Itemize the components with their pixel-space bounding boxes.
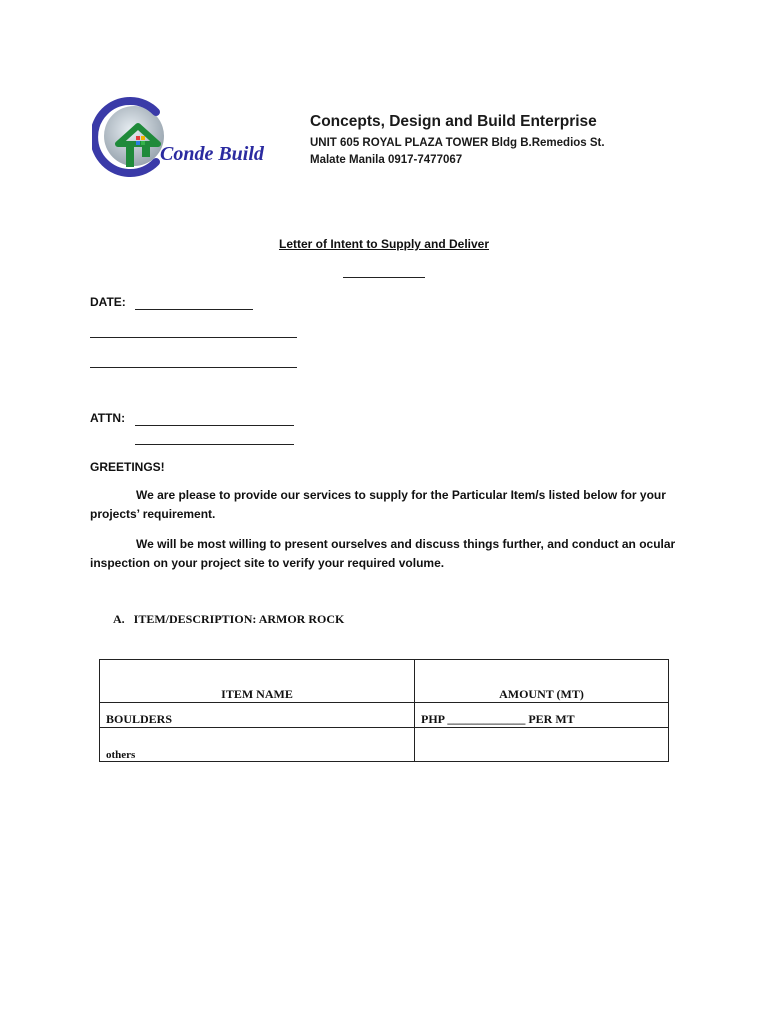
logo-wordmark: Conde Build	[160, 143, 264, 165]
paragraph-2: We will be most willing to present ourselves and discuss things further, and conduct an ocular inspection on your project site to verify your required volume.	[90, 537, 676, 570]
address-line-1: UNIT 605 ROYAL PLAZA TOWER Bldg B.Remedios St.	[310, 137, 605, 149]
recipient-blank-1	[90, 337, 297, 338]
header-item-name: ITEM NAME	[100, 660, 415, 703]
section-a-heading: A. ITEM/DESCRIPTION: ARMOR ROCK	[113, 612, 345, 626]
cell-item: others	[100, 728, 415, 762]
date-label: DATE:	[90, 295, 126, 309]
attn-label: ATTN:	[90, 411, 126, 425]
date-blank	[135, 309, 253, 310]
cell-amount: PHP _____________ PER MT	[415, 703, 669, 728]
document-title: Letter of Intent to Supply and Deliver	[278, 237, 490, 251]
conde-build-logo	[92, 96, 272, 180]
greeting: GREETINGS!	[90, 460, 165, 474]
address-line-2: Malate Manila 0917-7477067	[310, 154, 463, 166]
attn-blank-2	[135, 444, 294, 445]
house-wall-left	[126, 143, 134, 167]
cell-amount	[415, 728, 669, 762]
company-name: Concepts, Design and Build Enterprise	[310, 113, 597, 130]
paragraph-1: We are please to provide our services to supply for the Particular Item/s listed below for your projects’ requirement.	[90, 488, 666, 521]
header-amount: AMOUNT (MT)	[415, 660, 669, 703]
recipient-blank-2	[90, 367, 297, 368]
table-row	[100, 703, 669, 728]
table-row	[100, 728, 669, 762]
items-table	[99, 659, 669, 762]
attn-blank-1	[135, 425, 294, 426]
table-header-row	[100, 660, 669, 703]
cell-item: BOULDERS	[100, 703, 415, 728]
reference-blank	[343, 277, 425, 278]
house-wall-right	[142, 143, 150, 157]
